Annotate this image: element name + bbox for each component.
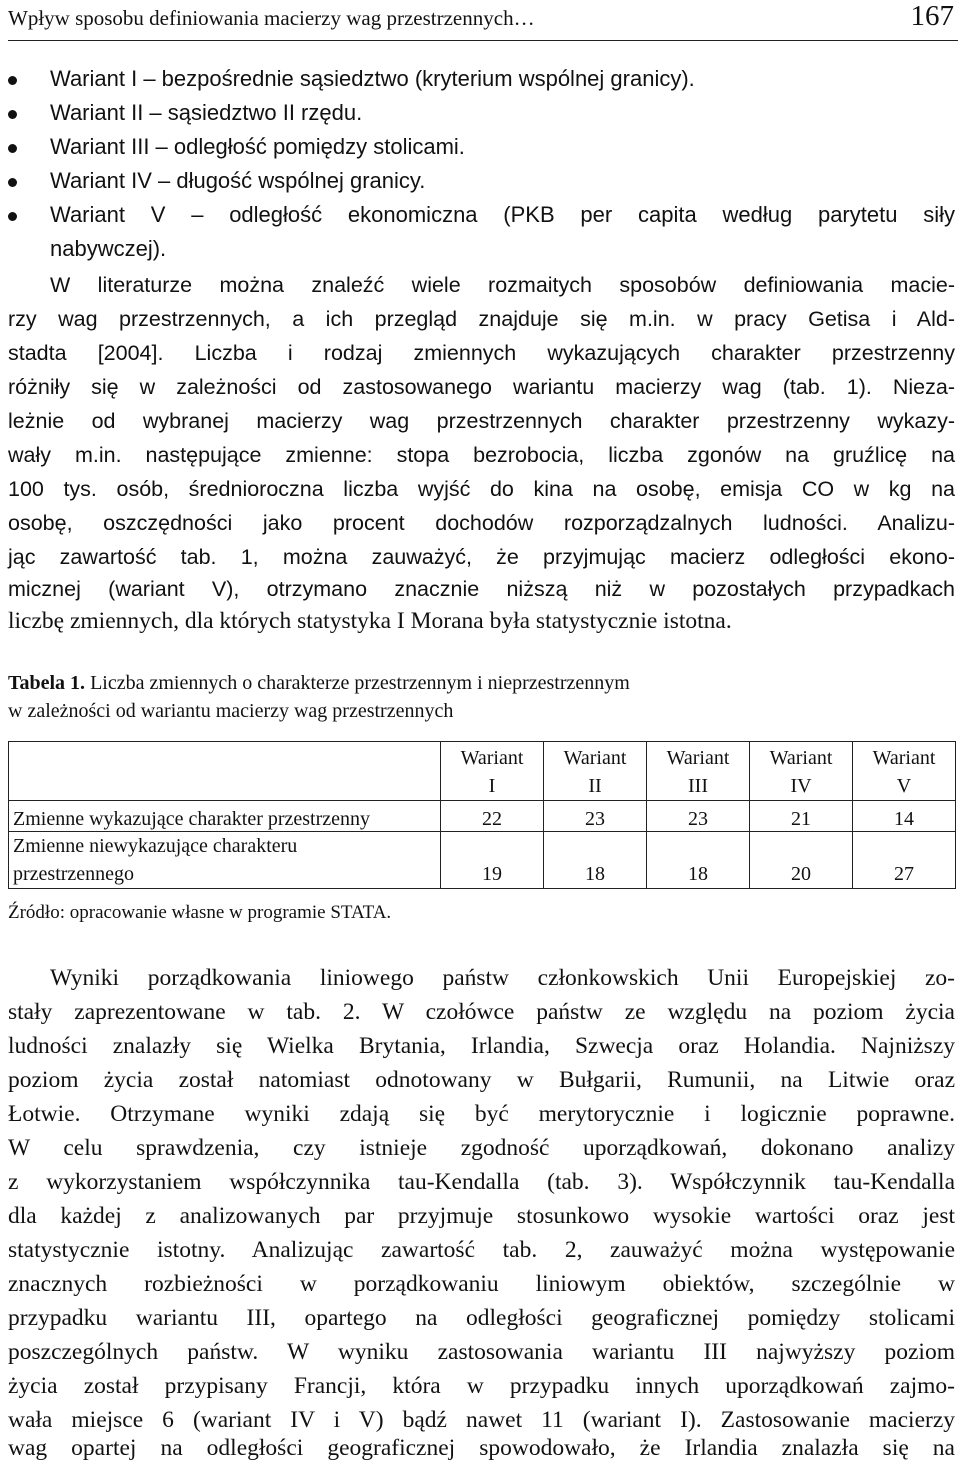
list-item-text: Wariant I – bezpośrednie sąsiedztwo (kryterium wspólnej granicy). — [50, 66, 695, 91]
page-header — [8, 0, 958, 41]
table-caption-line2: w zależności od wariantu macierzy wag przestrzennych — [8, 700, 454, 722]
column-header: Wariant I — [441, 742, 544, 801]
table-cell: 19 — [441, 832, 544, 889]
table-cell: 23 — [544, 801, 647, 832]
paragraph-line: rzy wag przestrzennych, a ich przegląd znajduje się m.in. w pracy Getisa i Ald- — [8, 307, 955, 331]
paragraph-line: wały m.in. następujące zmienne: stopa bezrobocia, liczba zgonów na gruźlicę na — [8, 443, 955, 467]
paragraph-line: różniły się w zależności od zastosowanego wariantu macierzy wag (tab. 1). Nieza- — [8, 375, 955, 399]
variable-count-table — [8, 741, 956, 889]
list-item — [0, 164, 960, 198]
running-title: Wpływ sposobu definiowania macierzy wag przestrzennych… — [8, 6, 535, 30]
paragraph-line: stadta [2004]. Liczba i rodzaj zmiennych wykazujących charakter przestrzenny — [8, 341, 955, 365]
row-label: Zmienne niewykazujące charakteru przestrzennego — [9, 832, 441, 889]
list-item — [0, 130, 960, 164]
bullet-icon — [8, 178, 17, 187]
paragraph-line: życia został przypisany Francji, która w przypadku innych uporządkowań zajmo- — [8, 1373, 955, 1399]
list-item-continuation — [0, 232, 960, 266]
table-cell: 18 — [544, 832, 647, 889]
table-row — [9, 801, 956, 832]
table-corner-cell — [9, 742, 441, 801]
paragraph-line: przypadku wariantu III, opartego na odległości geograficznej pomiędzy stolicami — [8, 1305, 955, 1331]
paragraph-line: poszczególnych państw. W wyniku zastosowania wariantu III najwyższy poziom — [8, 1339, 955, 1365]
table-cell: 27 — [853, 832, 956, 889]
table-cell: 21 — [750, 801, 853, 832]
column-header: Wariant II — [544, 742, 647, 801]
paragraph-line: statystycznie istotny. Analizując zawartość tab. 2, zauważyć można występowanie — [8, 1237, 955, 1263]
table-caption — [8, 672, 630, 695]
table-row — [9, 832, 956, 889]
paragraph-line: 100 tys. osób, średnioroczna liczba wyjść do kina na osobę, emisja CO w kg na — [8, 477, 955, 501]
table-cell: 14 — [853, 801, 956, 832]
paragraph-line: stały zaprezentowane w tab. 2. W czołówce państw ze względu na poziom życia — [8, 999, 955, 1025]
variant-list — [0, 62, 960, 266]
paragraph-line: Łotwie. Otrzymane wyniki zdają się być merytorycznie i logicznie poprawne. — [8, 1101, 955, 1127]
list-item — [0, 62, 960, 96]
table-caption-label: Tabela 1. — [8, 672, 86, 694]
paragraph-line: ludności znalazły się Wielka Brytania, Irlandia, Szwecja oraz Holandia. Najniższy — [8, 1033, 955, 1059]
page-number: 167 — [910, 0, 954, 32]
bullet-icon — [8, 76, 17, 85]
table-cell: 20 — [750, 832, 853, 889]
column-header: Wariant IV — [750, 742, 853, 801]
list-item — [0, 198, 960, 232]
paragraph-line: wała miejsce 6 (wariant IV i V) bądź nawet 11 (wariant I). Zastosowanie macierzy — [8, 1407, 955, 1433]
list-item-text: Wariant III – odległość pomiędzy stolicami. — [50, 134, 465, 159]
table-header-row — [9, 742, 956, 801]
paragraph-line: leżnie od wybranej macierzy wag przestrzennych charakter przestrzenny wykazy- — [8, 409, 955, 433]
paragraph-line: W celu sprawdzenia, czy istnieje zgodność uporządkowań, dokonano analizy — [8, 1135, 955, 1161]
list-item-text: nabywczej). — [50, 236, 167, 261]
bullet-icon — [8, 144, 17, 153]
paragraph-line: z wykorzystaniem współczynnika tau-Kendalla (tab. 3). Współczynnik tau-Kendalla — [8, 1169, 955, 1195]
paragraph-line: znacznych rozbieżności w porządkowaniu liniowym obiektów, szczególnie w — [8, 1271, 955, 1297]
paragraph-line: W literaturze można znaleźć wiele rozmaitych sposobów definiowania macie- — [50, 273, 955, 297]
row-label: Zmienne wykazujące charakter przestrzenny — [9, 801, 441, 832]
paragraph-line: osobę, oszczędności jako procent dochodów rozporządzalnych ludności. Analizu- — [8, 511, 955, 535]
bullet-icon — [8, 212, 17, 221]
paragraph-line: dla każdej z analizowanych par przyjmuje stosunkowo wysokie wartości oraz jest — [8, 1203, 955, 1229]
paragraph-line: Wyniki porządkowania liniowego państw członkowskich Unii Europejskiej zo- — [50, 965, 955, 991]
column-header: Wariant V — [853, 742, 956, 801]
paragraph-line: micznej (wariant V), otrzymano znacznie niższą niż w pozostałych przypadkach — [8, 577, 955, 601]
list-item — [0, 96, 960, 130]
paragraph-line: wag opartej na odległości geograficznej spowodowało, że Irlandia znalazła się na — [8, 1435, 955, 1461]
column-header: Wariant III — [647, 742, 750, 801]
table-source-note: Źródło: opracowanie własne w programie STATA. — [8, 902, 392, 923]
table-caption-text: Liczba zmiennych o charakterze przestrzennym i nieprzestrzennym — [90, 672, 630, 694]
list-item-text: Wariant V – odległość ekonomiczna (PKB per capita według parytetu siły — [50, 202, 955, 227]
list-item-text: Wariant II – sąsiedztwo II rzędu. — [50, 100, 363, 125]
paragraph-line: poziom życia został natomiast odnotowany w Bułgarii, Rumunii, na Litwie oraz — [8, 1067, 955, 1093]
table-cell: 23 — [647, 801, 750, 832]
bullet-icon — [8, 110, 17, 119]
table-cell: 22 — [441, 801, 544, 832]
list-item-text: Wariant IV – długość wspólnej granicy. — [50, 168, 426, 193]
table-cell: 18 — [647, 832, 750, 889]
paragraph-line: liczbę zmiennych, dla których statystyka I Morana była statystycznie istotna. — [8, 608, 732, 634]
paragraph-line: jąc zawartość tab. 1, można zauważyć, że przyjmując macierz odległości ekono- — [8, 545, 955, 569]
